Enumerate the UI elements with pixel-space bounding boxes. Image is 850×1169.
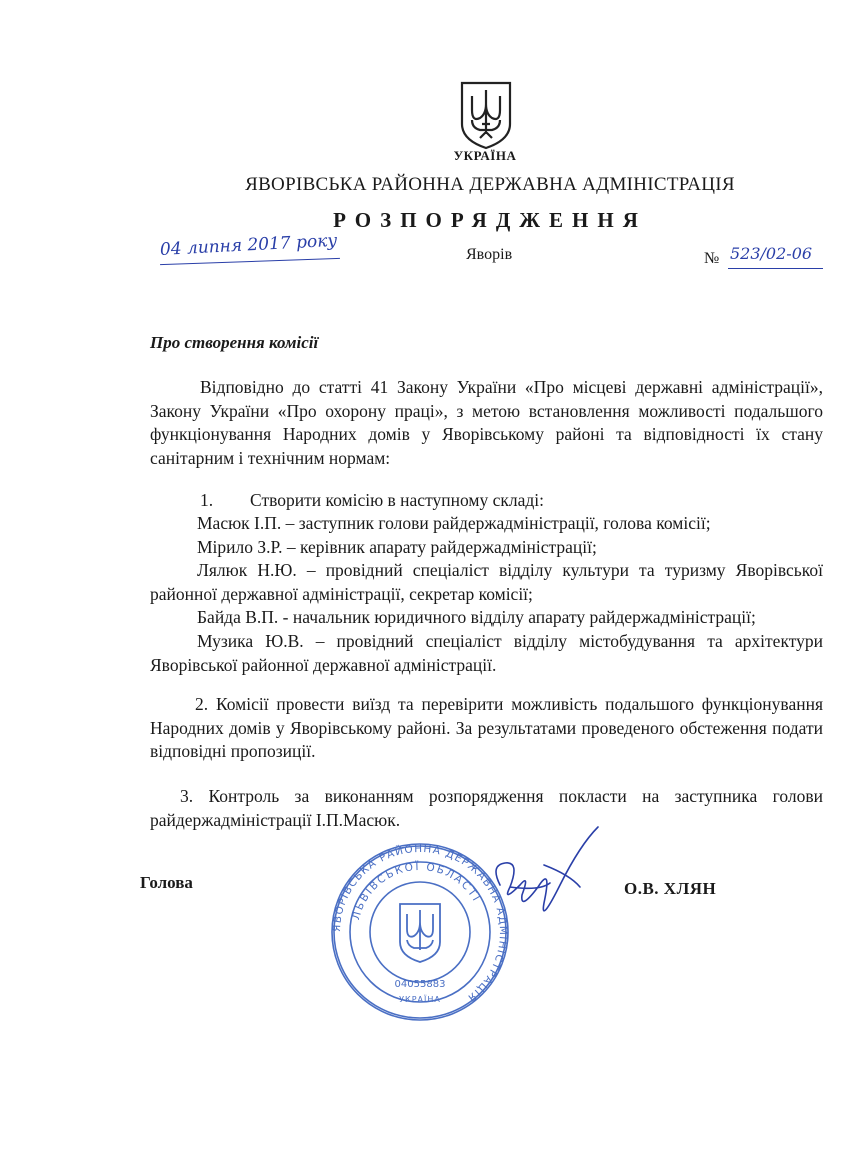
item-2-paragraph: 2. Комісії провести виїзд та перевірити можливість подальшого функціонування Народних домів у Яворівському районі. За результатами проведеного обстеження подати відповідні пропозиції. bbox=[150, 694, 823, 761]
number-underline bbox=[728, 268, 823, 269]
number-label: № bbox=[704, 250, 720, 267]
stamp-outer-text: ЯВОРІВСЬКА РАЙОННА ДЕРЖАВНА АДМІНІСТРАЦІЯ bbox=[330, 842, 510, 1005]
document-type: РОЗПОРЯДЖЕННЯ bbox=[333, 208, 647, 232]
item-1-number: 1. bbox=[200, 490, 214, 510]
item-3-paragraph: 3. Контроль за виконанням розпорядження покласти на заступника голови райдержадміністрації І.П.Масюк. bbox=[150, 786, 823, 830]
handwritten-date: 04 липня 2017 року bbox=[159, 230, 338, 260]
member-5: Музика Ю.В. – провідний спеціаліст відділу містобудування та архітектури Яворівської районної державної адміністрації. bbox=[150, 631, 823, 675]
stamp-bottom-text: УКРАЇНА bbox=[399, 995, 441, 1004]
member-1: Масюк І.П. – заступник голови райдержадміністрації, голова комісії; bbox=[197, 513, 711, 533]
document-subject: Про створення комісії bbox=[150, 333, 319, 352]
member-3: Лялюк Н.Ю. – провідний спеціаліст відділу культури та туризму Яворівської районної державної адміністрації, секретар комісії; bbox=[150, 560, 823, 604]
member-4: Байда В.П. - начальник юридичного відділу апарату райдержадміністрації; bbox=[197, 607, 756, 627]
country-name: УКРАЇНА bbox=[453, 148, 517, 163]
signatory-title: Голова bbox=[140, 873, 193, 892]
stamp-inner-text: ЛЬВІВСЬКОЇ ОБЛАСТІ bbox=[350, 860, 483, 922]
organization-name: ЯВОРІВСЬКА РАЙОННА ДЕРЖАВНА АДМІНІСТРАЦІЯ bbox=[245, 174, 735, 195]
signatory-name: О.В. ХЛЯН bbox=[624, 879, 717, 898]
item-1-text: Створити комісію в наступному складі: bbox=[250, 490, 544, 510]
date-underline bbox=[160, 258, 340, 265]
handwritten-number: 523/02-06 bbox=[730, 244, 813, 263]
stamp-code: 04055883 bbox=[394, 979, 446, 990]
stamp-trident-icon bbox=[400, 904, 440, 962]
intro-paragraph: Відповідно до статті 41 Закону України «Про місцеві державні адміністрації», Закону України «Про охорону праці», з метою встановлення можливості подальшого функціонування Народних домів у Яворівському районі та відповідності їх стану санітарним і технічним нормам: bbox=[150, 377, 823, 468]
handwritten-signature bbox=[480, 825, 610, 935]
coat-of-arms-icon bbox=[458, 80, 514, 150]
place-of-issue: Яворів bbox=[466, 246, 513, 263]
member-2: Мірило З.Р. – керівник апарату райдержадміністрації; bbox=[197, 537, 597, 557]
